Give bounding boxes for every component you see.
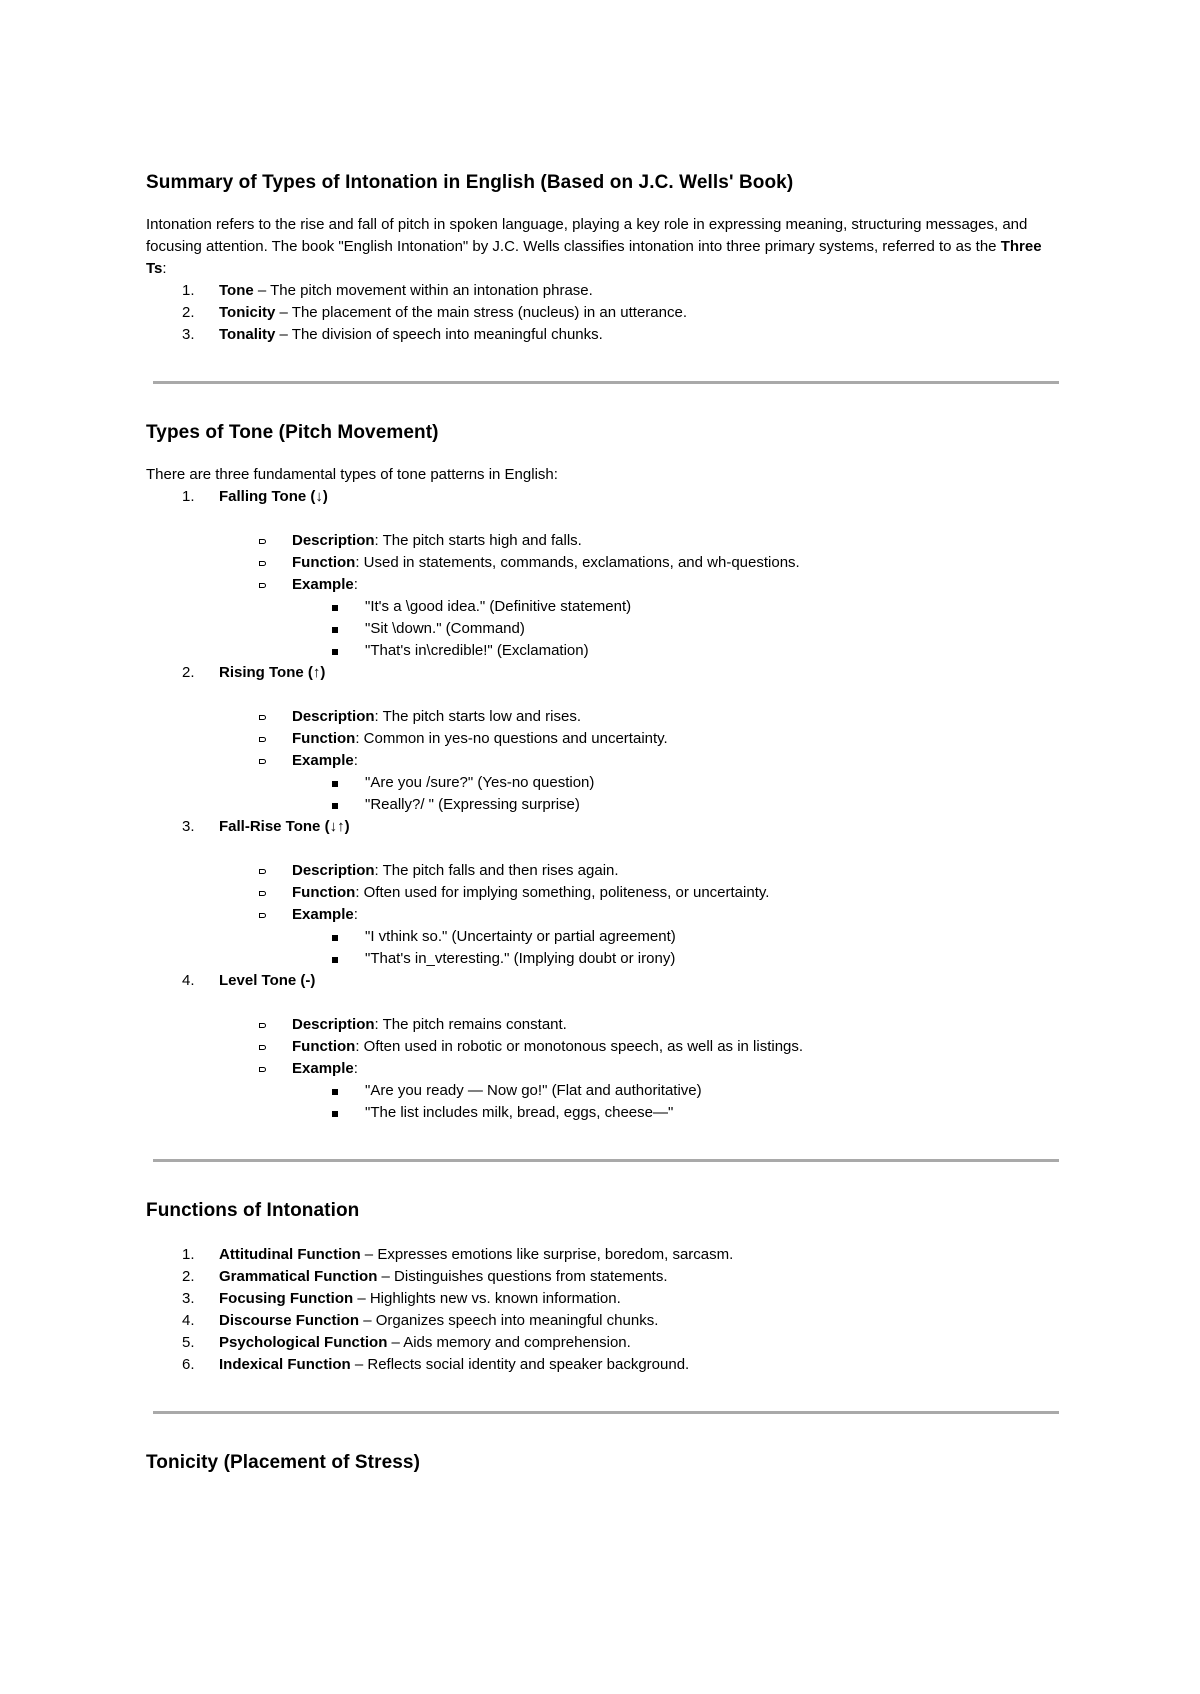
- description-text: : The pitch starts low and rises.: [374, 708, 581, 725]
- example-text: "Sit \down." (Command): [365, 620, 525, 637]
- tone-details: [219, 860, 1066, 970]
- example-list: [219, 772, 1066, 816]
- hollow-bullet-icon: [259, 583, 266, 588]
- hollow-bullet-icon: [259, 561, 266, 566]
- tonicity-section-heading: Tonicity (Placement of Stress): [146, 1452, 420, 1473]
- list-number: 2.: [182, 664, 195, 681]
- list-number: 1.: [182, 282, 195, 299]
- example-entry: [146, 640, 1066, 662]
- intro-colon: :: [162, 260, 167, 277]
- description-label: Description: [292, 1016, 375, 1033]
- square-bullet-icon: [332, 935, 338, 941]
- hollow-bullet-icon: [259, 1023, 266, 1028]
- tone-item-fall-rise: [146, 816, 1066, 970]
- description-label: Description: [292, 708, 375, 725]
- list-number: 4.: [182, 1312, 195, 1329]
- list-term: Tonality: [219, 326, 276, 343]
- description-text: : The pitch falls and then rises again.: [374, 862, 619, 879]
- tone-item-rising: [146, 662, 1066, 816]
- function-item: [146, 882, 1066, 904]
- example-item: [146, 750, 1066, 816]
- function-label: Function: [292, 1038, 356, 1055]
- example-entry: [146, 794, 1066, 816]
- function-text: : Often used for implying something, politeness, or uncertainty.: [355, 884, 770, 901]
- hollow-bullet-icon: [259, 759, 266, 764]
- list-desc: – The placement of the main stress (nucleus) in an utterance.: [275, 304, 687, 321]
- square-bullet-icon: [332, 781, 338, 787]
- three-ts-term: Three Ts: [146, 238, 1042, 277]
- list-item: [146, 1332, 1066, 1354]
- list-desc: – Expresses emotions like surprise, boredom, sarcasm.: [360, 1246, 734, 1263]
- function-item: [146, 1036, 1066, 1058]
- list-number: 1.: [182, 1246, 195, 1263]
- example-entry: [146, 948, 1066, 970]
- tone-item-level: [146, 970, 1066, 1124]
- function-item: [146, 552, 1066, 574]
- example-text: "That's in_vteresting." (Implying doubt or irony): [365, 950, 676, 967]
- tone-details: [219, 1014, 1066, 1124]
- hollow-bullet-icon: [259, 869, 266, 874]
- function-label: Function: [292, 554, 356, 571]
- list-item: [146, 324, 1066, 346]
- tone-name: Fall-Rise Tone (↓↑): [219, 818, 350, 835]
- list-term: Grammatical Function: [219, 1268, 378, 1285]
- square-bullet-icon: [332, 1089, 338, 1095]
- list-term: Attitudinal Function: [219, 1246, 361, 1263]
- list-item: [146, 1266, 1066, 1288]
- example-colon: :: [353, 906, 358, 923]
- functions-list: [146, 1244, 1066, 1376]
- list-item: [146, 1354, 1066, 1376]
- tone-types-list: [146, 486, 1066, 1124]
- section-divider: [153, 381, 1059, 384]
- list-desc: – Highlights new vs. known information.: [353, 1290, 621, 1307]
- example-text: "Are you /sure?" (Yes-no question): [365, 774, 595, 791]
- description-text: : The pitch remains constant.: [374, 1016, 567, 1033]
- example-colon: :: [353, 752, 358, 769]
- tone-lead-text: There are three fundamental types of tone patterns in English:: [146, 466, 558, 483]
- hollow-bullet-icon: [259, 891, 266, 896]
- section-divider: [153, 1411, 1059, 1414]
- hollow-bullet-icon: [259, 1045, 266, 1050]
- example-text: "That's in\credible!" (Exclamation): [365, 642, 589, 659]
- list-number: 5.: [182, 1334, 195, 1351]
- list-term: Psychological Function: [219, 1334, 388, 1351]
- list-desc: – Aids memory and comprehension.: [387, 1334, 631, 1351]
- tone-name: Level Tone (-): [219, 972, 316, 989]
- example-list: [219, 1080, 1066, 1124]
- list-item: [146, 1310, 1066, 1332]
- example-item: [146, 1058, 1066, 1124]
- list-number: 3.: [182, 818, 195, 835]
- example-label: Example: [292, 906, 354, 923]
- function-item: [146, 728, 1066, 750]
- description-item: [146, 860, 1066, 882]
- description-item: [146, 1014, 1066, 1036]
- hollow-bullet-icon: [259, 913, 266, 918]
- example-colon: :: [353, 1060, 358, 1077]
- list-number: 3.: [182, 1290, 195, 1307]
- square-bullet-icon: [332, 605, 338, 611]
- list-desc: – Reflects social identity and speaker background.: [350, 1356, 690, 1373]
- square-bullet-icon: [332, 957, 338, 963]
- example-entry: [146, 772, 1066, 794]
- document-page: [146, 172, 1066, 1474]
- tone-name: Falling Tone (↓): [219, 488, 328, 505]
- square-bullet-icon: [332, 649, 338, 655]
- intro-paragraph: [146, 214, 1066, 280]
- three-ts-list: [146, 280, 1066, 346]
- list-item: [146, 280, 1066, 302]
- tone-details: [219, 530, 1066, 662]
- list-number: 1.: [182, 488, 195, 505]
- list-item: [146, 1244, 1066, 1266]
- example-entry: [146, 1102, 1066, 1124]
- hollow-bullet-icon: [259, 1067, 266, 1072]
- example-text: "The list includes milk, bread, eggs, cheese—": [365, 1104, 674, 1121]
- list-desc: – The pitch movement within an intonation phrase.: [253, 282, 593, 299]
- list-term: Tone: [219, 282, 254, 299]
- example-text: "It's a \good idea." (Definitive statement): [365, 598, 632, 615]
- list-desc: – The division of speech into meaningful chunks.: [275, 326, 603, 343]
- description-item: [146, 706, 1066, 728]
- hollow-bullet-icon: [259, 737, 266, 742]
- list-number: 3.: [182, 326, 195, 343]
- description-text: : The pitch starts high and falls.: [374, 532, 582, 549]
- example-entry: [146, 596, 1066, 618]
- list-term: Tonicity: [219, 304, 276, 321]
- list-term: Indexical Function: [219, 1356, 351, 1373]
- tone-section-heading: Types of Tone (Pitch Movement): [146, 422, 439, 443]
- list-desc: – Distinguishes questions from statements.: [377, 1268, 668, 1285]
- description-label: Description: [292, 862, 375, 879]
- function-label: Function: [292, 730, 356, 747]
- example-list: [219, 926, 1066, 970]
- list-number: 6.: [182, 1356, 195, 1373]
- example-label: Example: [292, 752, 354, 769]
- hollow-bullet-icon: [259, 715, 266, 720]
- square-bullet-icon: [332, 627, 338, 633]
- functions-section-heading: Functions of Intonation: [146, 1200, 360, 1221]
- square-bullet-icon: [332, 1111, 338, 1117]
- list-term: Discourse Function: [219, 1312, 360, 1329]
- example-item: [146, 904, 1066, 970]
- example-list: [219, 596, 1066, 662]
- example-text: "Really?/ " (Expressing surprise): [365, 796, 580, 813]
- function-text: : Used in statements, commands, exclamations, and wh-questions.: [355, 554, 800, 571]
- description-label: Description: [292, 532, 375, 549]
- tone-details: [219, 706, 1066, 816]
- example-entry: [146, 1080, 1066, 1102]
- list-term: Focusing Function: [219, 1290, 354, 1307]
- document-title: Summary of Types of Intonation in English (Based on J.C. Wells' Book): [146, 172, 794, 193]
- function-text: : Common in yes-no questions and uncertainty.: [355, 730, 668, 747]
- tone-name: Rising Tone (↑): [219, 664, 326, 681]
- list-item: [146, 302, 1066, 324]
- list-number: 2.: [182, 1268, 195, 1285]
- square-bullet-icon: [332, 803, 338, 809]
- example-entry: [146, 926, 1066, 948]
- list-desc: – Organizes speech into meaningful chunks.: [359, 1312, 659, 1329]
- list-number: 4.: [182, 972, 195, 989]
- example-text: "Are you ready — Now go!" (Flat and authoritative): [365, 1082, 702, 1099]
- section-divider: [153, 1159, 1059, 1162]
- description-item: [146, 530, 1066, 552]
- list-item: [146, 1288, 1066, 1310]
- example-text: "I vthink so." (Uncertainty or partial agreement): [365, 928, 676, 945]
- tone-item-falling: [146, 486, 1066, 662]
- intro-text: Intonation refers to the rise and fall of pitch in spoken language, playing a key role in expressing meaning, structuring messages, and focusing attention. The book "English Intonation" by J.C. Wells classifies intonation into three primary systems, referred to as the: [146, 216, 1028, 255]
- example-entry: [146, 618, 1066, 640]
- example-label: Example: [292, 576, 354, 593]
- function-label: Function: [292, 884, 356, 901]
- function-text: : Often used in robotic or monotonous speech, as well as in listings.: [355, 1038, 804, 1055]
- list-number: 2.: [182, 304, 195, 321]
- example-item: [146, 574, 1066, 662]
- example-colon: :: [353, 576, 358, 593]
- example-label: Example: [292, 1060, 354, 1077]
- hollow-bullet-icon: [259, 539, 266, 544]
